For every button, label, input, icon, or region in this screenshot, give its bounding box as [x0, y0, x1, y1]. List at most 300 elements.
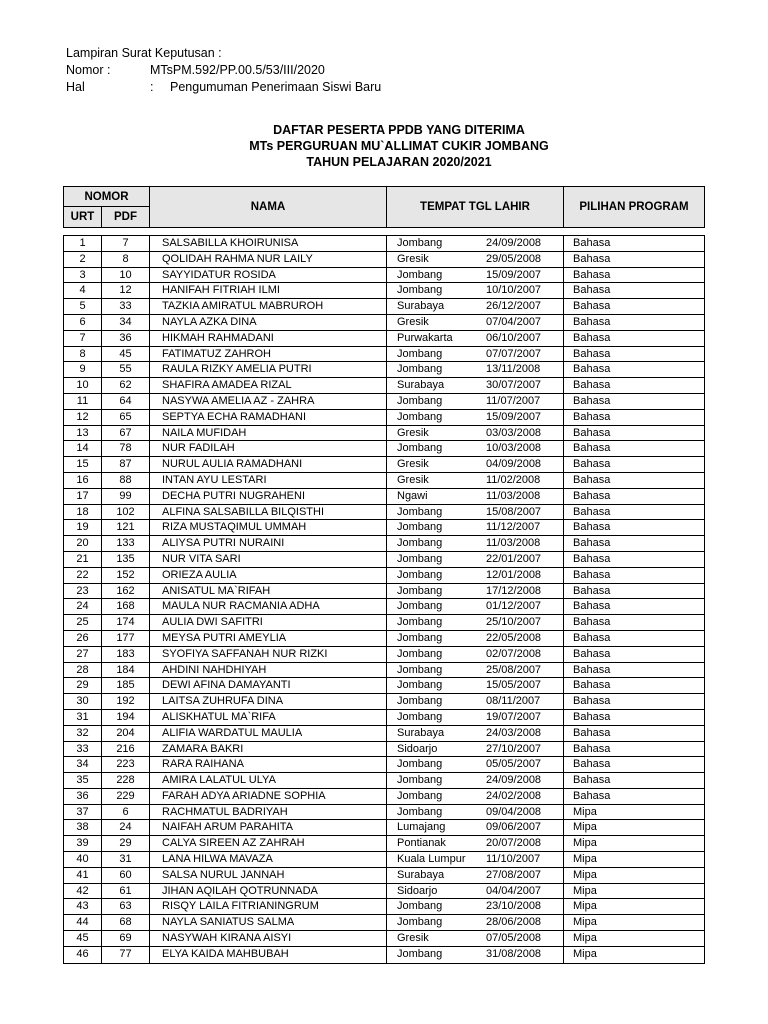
cell-tempat-tgl-lahir — [387, 773, 564, 788]
cell-urt: 35 — [64, 773, 102, 788]
cell-tempat-tgl-lahir — [387, 599, 564, 614]
cell-program: Bahasa — [573, 789, 611, 802]
cell-program: Bahasa — [573, 695, 611, 708]
cell-pdf: 121 — [102, 520, 150, 535]
cell-nama: AHDINI NAHDHIYAH — [150, 663, 387, 678]
cell-tempat: Surabaya — [397, 868, 445, 881]
table-header — [63, 186, 705, 228]
cell-nama: CALYA SIREEN AZ ZAHRAH — [150, 836, 387, 851]
title-line-3: TAHUN PELAJARAN 2020/2021 — [306, 155, 492, 169]
cell-urt: 1 — [64, 236, 102, 251]
cell-tempat-tgl-lahir — [387, 852, 564, 867]
cell-tempat-tgl-lahir — [387, 268, 564, 283]
cell-tgl-lahir: 04/09/2008 — [486, 458, 542, 471]
cell-tgl-lahir: 07/07/2007 — [486, 347, 542, 360]
cell-pdf: 67 — [102, 426, 150, 441]
table-row — [64, 631, 704, 647]
cell-pdf: 223 — [102, 757, 150, 772]
hal-line — [66, 79, 381, 96]
cell-nama: ZAMARA BAKRI — [150, 742, 387, 757]
cell-tempat: Jombang — [397, 758, 443, 771]
cell-nama: NAYLA SANIATUS SALMA — [150, 915, 387, 930]
cell-pdf: 88 — [102, 473, 150, 488]
cell-program: Bahasa — [573, 284, 611, 297]
table-row — [64, 599, 704, 615]
cell-tgl-lahir: 06/10/2007 — [486, 331, 542, 344]
cell-tempat-tgl-lahir — [387, 710, 564, 725]
cell-pdf: 55 — [102, 362, 150, 377]
cell-nama: RIZA MUSTAQIMUL UMMAH — [150, 520, 387, 535]
cell-program: Bahasa — [573, 568, 611, 581]
cell-nama: MEYSA PUTRI AMEYLIA — [150, 631, 387, 646]
cell-pdf: 6 — [102, 805, 150, 820]
cell-pdf: 87 — [102, 457, 150, 472]
cell-tempat-tgl-lahir — [387, 426, 564, 441]
cell-tempat-tgl-lahir — [387, 520, 564, 535]
cell-pdf: 34 — [102, 315, 150, 330]
cell-urt: 42 — [64, 884, 102, 899]
cell-tgl-lahir: 11/03/2008 — [486, 489, 541, 502]
table-row — [64, 899, 704, 915]
cell-tgl-lahir: 09/04/2008 — [486, 805, 542, 818]
cell-tempat-tgl-lahir — [387, 331, 564, 346]
cell-program: Bahasa — [573, 379, 611, 392]
cell-pdf: 69 — [102, 931, 150, 946]
cell-urt: 27 — [64, 647, 102, 662]
cell-pdf: 152 — [102, 568, 150, 583]
cell-tempat: Ngawi — [397, 489, 428, 502]
table-row — [64, 773, 704, 789]
cell-tempat: Jombang — [397, 237, 443, 249]
cell-tgl-lahir: 08/11/2007 — [486, 695, 541, 708]
cell-pdf: 192 — [102, 694, 150, 709]
cell-tgl-lahir: 24/09/2008 — [486, 774, 542, 787]
table-row — [64, 868, 704, 884]
cell-urt: 31 — [64, 710, 102, 725]
cell-tgl-lahir: 26/12/2007 — [486, 300, 542, 313]
table-row — [64, 552, 704, 568]
cell-urt: 8 — [64, 347, 102, 362]
cell-pdf: 194 — [102, 710, 150, 725]
table-row — [64, 678, 704, 694]
cell-tempat-tgl-lahir — [387, 505, 564, 520]
table-row — [64, 473, 704, 489]
cell-tempat-tgl-lahir — [387, 410, 564, 425]
cell-nama: ALIYSA PUTRI NURAINI — [150, 536, 387, 551]
table-row — [64, 789, 704, 805]
cell-urt: 45 — [64, 931, 102, 946]
cell-pdf: 45 — [102, 347, 150, 362]
cell-program: Bahasa — [573, 331, 611, 344]
cell-program: Bahasa — [573, 584, 611, 597]
cell-tempat: Jombang — [397, 774, 443, 787]
cell-nama: ALISKHATUL MA`RIFA — [150, 710, 387, 725]
cell-tempat: Surabaya — [397, 379, 445, 392]
cell-nama: RARA RAIHANA — [150, 757, 387, 772]
cell-tempat: Jombang — [397, 537, 443, 550]
cell-program: Bahasa — [573, 552, 611, 565]
cell-tempat: Jombang — [397, 505, 443, 518]
cell-urt: 13 — [64, 426, 102, 441]
cell-tempat-tgl-lahir — [387, 394, 564, 409]
cell-urt: 22 — [64, 568, 102, 583]
cell-urt: 28 — [64, 663, 102, 678]
cell-urt: 30 — [64, 694, 102, 709]
cell-pdf: 68 — [102, 915, 150, 930]
cell-tgl-lahir: 23/10/2008 — [486, 900, 542, 913]
cell-nama: HANIFAH FITRIAH ILMI — [150, 283, 387, 298]
cell-urt: 20 — [64, 536, 102, 551]
cell-tempat: Jombang — [397, 695, 443, 708]
cell-program: Mipa — [573, 853, 597, 866]
cell-nama: JIHAN AQILAH QOTRUNNADA — [150, 884, 387, 899]
cell-program: Mipa — [573, 868, 597, 881]
cell-tempat-tgl-lahir — [387, 899, 564, 914]
cell-tgl-lahir: 22/01/2007 — [486, 552, 542, 565]
table-row — [64, 820, 704, 836]
cell-pdf: 229 — [102, 789, 150, 804]
cell-program: Bahasa — [573, 252, 611, 265]
table-row — [64, 947, 704, 963]
cell-pdf: 99 — [102, 489, 150, 504]
cell-tempat-tgl-lahir — [387, 694, 564, 709]
cell-tempat: Jombang — [397, 679, 443, 692]
cell-pdf: 64 — [102, 394, 150, 409]
table-row — [64, 505, 704, 521]
cell-program: Bahasa — [573, 774, 611, 787]
cell-program: Bahasa — [573, 710, 611, 723]
cell-nama: SALSA NURUL JANNAH — [150, 868, 387, 883]
cell-urt: 33 — [64, 742, 102, 757]
cell-pdf: 36 — [102, 331, 150, 346]
cell-tempat-tgl-lahir — [387, 836, 564, 851]
cell-program: Bahasa — [573, 758, 611, 771]
cell-nama: HIKMAH RAHMADANI — [150, 331, 387, 346]
cell-tempat: Jombang — [397, 584, 443, 597]
cell-pdf: 174 — [102, 615, 150, 630]
cell-tempat: Jombang — [397, 647, 443, 660]
table-row — [64, 252, 704, 268]
cell-program: Mipa — [573, 837, 597, 850]
cell-program: Bahasa — [573, 537, 611, 550]
cell-tempat: Jombang — [397, 363, 443, 376]
cell-tempat: Sidoarjo — [397, 884, 438, 897]
cell-tempat-tgl-lahir — [387, 536, 564, 551]
table-row — [64, 568, 704, 584]
cell-pdf: 7 — [102, 236, 150, 251]
cell-tgl-lahir: 30/07/2007 — [486, 379, 542, 392]
cell-tgl-lahir: 10/03/2008 — [486, 442, 542, 455]
cell-urt: 37 — [64, 805, 102, 820]
cell-nama: ORIEZA AULIA — [150, 568, 387, 583]
lampiran-line — [66, 45, 381, 62]
cell-tempat: Sidoarjo — [397, 742, 438, 755]
cell-pdf: 184 — [102, 663, 150, 678]
table-row — [64, 584, 704, 600]
cell-program: Mipa — [573, 900, 597, 913]
cell-tgl-lahir: 12/01/2008 — [486, 568, 542, 581]
table-row — [64, 457, 704, 473]
cell-nama: RISQY LAILA FITRIANINGRUM — [150, 899, 387, 914]
cell-tempat-tgl-lahir — [387, 283, 564, 298]
cell-program: Bahasa — [573, 663, 611, 676]
cell-tempat: Jombang — [397, 347, 443, 360]
cell-nama: ALIFIA WARDATUL MAULIA — [150, 726, 387, 741]
cell-tempat: Jombang — [397, 631, 443, 644]
cell-urt: 40 — [64, 852, 102, 867]
cell-tempat: Jombang — [397, 600, 443, 613]
cell-tgl-lahir: 24/03/2008 — [486, 726, 542, 739]
cell-nama: RAULA RIZKY AMELIA PUTRI — [150, 362, 387, 377]
table-row — [64, 663, 704, 679]
cell-tempat: Jombang — [397, 947, 443, 960]
cell-tempat: Jombang — [397, 284, 443, 297]
cell-nama: DECHA PUTRI NUGRAHENI — [150, 489, 387, 504]
header-nomor: NOMOR — [64, 187, 150, 207]
cell-pdf: 177 — [102, 631, 150, 646]
cell-nama: INTAN AYU LESTARI — [150, 473, 387, 488]
cell-program: Bahasa — [573, 426, 611, 439]
cell-pdf: 29 — [102, 836, 150, 851]
cell-program: Bahasa — [573, 458, 611, 471]
table-row — [64, 757, 704, 773]
cell-tempat-tgl-lahir — [387, 315, 564, 330]
table-row — [64, 884, 704, 900]
cell-urt: 43 — [64, 899, 102, 914]
cell-urt: 2 — [64, 252, 102, 267]
cell-nama: ELYA KAIDA MAHBUBAH — [150, 947, 387, 963]
cell-tgl-lahir: 20/07/2008 — [486, 837, 542, 850]
cell-tempat-tgl-lahir — [387, 489, 564, 504]
cell-nama: NURUL AULIA RAMADHANI — [150, 457, 387, 472]
cell-urt: 6 — [64, 315, 102, 330]
cell-nama: SEPTYA ECHA RAMADHANI — [150, 410, 387, 425]
cell-pdf: 133 — [102, 536, 150, 551]
table-row — [64, 805, 704, 821]
cell-tempat: Purwakarta — [397, 331, 453, 344]
cell-tempat-tgl-lahir — [387, 947, 564, 963]
table-row — [64, 394, 704, 410]
cell-tgl-lahir: 07/04/2007 — [486, 315, 542, 328]
table-row — [64, 915, 704, 931]
cell-nama: NUR VITA SARI — [150, 552, 387, 567]
header-pilihan-program: PILIHAN PROGRAM — [579, 201, 689, 213]
nomor-value: MTsPM.592/PP.00.5/53/III/2020 — [150, 63, 325, 77]
cell-urt: 10 — [64, 378, 102, 393]
table-row — [64, 536, 704, 552]
cell-program: Bahasa — [573, 521, 611, 534]
cell-tgl-lahir: 15/09/2007 — [486, 268, 542, 281]
cell-pdf: 60 — [102, 868, 150, 883]
cell-tempat-tgl-lahir — [387, 615, 564, 630]
cell-pdf: 183 — [102, 647, 150, 662]
table-row — [64, 362, 704, 378]
cell-urt: 34 — [64, 757, 102, 772]
cell-nama: SALSABILLA KHOIRUNISA — [150, 236, 387, 251]
cell-urt: 46 — [64, 947, 102, 963]
cell-nama: MAULA NUR RACMANIA ADHA — [150, 599, 387, 614]
cell-pdf: 31 — [102, 852, 150, 867]
cell-program: Bahasa — [573, 647, 611, 660]
cell-tempat-tgl-lahir — [387, 252, 564, 267]
document-title — [0, 122, 768, 170]
cell-pdf: 61 — [102, 884, 150, 899]
cell-tempat: Jombang — [397, 616, 443, 629]
cell-tgl-lahir: 27/10/2007 — [486, 742, 542, 755]
table-row — [64, 742, 704, 758]
cell-pdf: 10 — [102, 268, 150, 283]
cell-tempat: Gresik — [397, 932, 429, 945]
cell-program: Bahasa — [573, 300, 611, 313]
cell-tempat-tgl-lahir — [387, 726, 564, 741]
cell-tempat: Jombang — [397, 521, 443, 534]
cell-program: Bahasa — [573, 473, 611, 486]
cell-tempat-tgl-lahir — [387, 473, 564, 488]
cell-nama: ALFINA SALSABILLA BILQISTHI — [150, 505, 387, 520]
cell-urt: 26 — [64, 631, 102, 646]
cell-nama: DEWI AFINA DAMAYANTI — [150, 678, 387, 693]
cell-tempat-tgl-lahir — [387, 742, 564, 757]
cell-program: Bahasa — [573, 442, 611, 455]
cell-pdf: 77 — [102, 947, 150, 963]
cell-tempat: Surabaya — [397, 300, 445, 313]
cell-pdf: 63 — [102, 899, 150, 914]
table-row — [64, 268, 704, 284]
table-row — [64, 441, 704, 457]
table-row — [64, 615, 704, 631]
cell-urt: 12 — [64, 410, 102, 425]
cell-tgl-lahir: 11/07/2007 — [486, 394, 541, 407]
cell-tgl-lahir: 03/03/2008 — [486, 426, 542, 439]
table-row — [64, 489, 704, 505]
cell-tempat-tgl-lahir — [387, 347, 564, 362]
cell-nama: NASYWAH KIRANA AISYI — [150, 931, 387, 946]
cell-program: Bahasa — [573, 347, 611, 360]
hal-colon: : — [150, 80, 154, 94]
table-row — [64, 283, 704, 299]
table-row — [64, 710, 704, 726]
cell-urt: 32 — [64, 726, 102, 741]
cell-tempat: Gresik — [397, 426, 429, 439]
cell-pdf: 216 — [102, 742, 150, 757]
cell-tempat: Jombang — [397, 394, 443, 407]
cell-nama: NAYLA AZKA DINA — [150, 315, 387, 330]
cell-tgl-lahir: 11/03/2008 — [486, 537, 541, 550]
cell-tgl-lahir: 29/05/2008 — [486, 252, 542, 265]
cell-pdf: 62 — [102, 378, 150, 393]
header-urt: URT — [64, 207, 102, 227]
cell-program: Bahasa — [573, 679, 611, 692]
cell-nama: ANISATUL MA`RIFAH — [150, 584, 387, 599]
cell-tempat-tgl-lahir — [387, 647, 564, 662]
cell-tempat: Jombang — [397, 568, 443, 581]
cell-pdf: 185 — [102, 678, 150, 693]
table-row — [64, 647, 704, 663]
cell-tempat-tgl-lahir — [387, 552, 564, 567]
cell-program: Bahasa — [573, 726, 611, 739]
cell-pdf: 24 — [102, 820, 150, 835]
cell-program: Bahasa — [573, 600, 611, 613]
cell-pdf: 228 — [102, 773, 150, 788]
cell-urt: 15 — [64, 457, 102, 472]
cell-pdf: 65 — [102, 410, 150, 425]
cell-nama: AMIRA LALATUL ULYA — [150, 773, 387, 788]
cell-tempat-tgl-lahir — [387, 584, 564, 599]
cell-tempat: Jombang — [397, 268, 443, 281]
cell-pdf: 8 — [102, 252, 150, 267]
cell-nama: LAITSA ZUHRUFA DINA — [150, 694, 387, 709]
cell-nama: AULIA DWI SAFITRI — [150, 615, 387, 630]
header-pdf: PDF — [102, 207, 150, 227]
header-nama: NAMA — [150, 187, 387, 227]
cell-tempat: Pontianak — [397, 837, 446, 850]
cell-tempat-tgl-lahir — [387, 868, 564, 883]
title-line-1: DAFTAR PESERTA PPDB YANG DITERIMA — [273, 123, 525, 137]
table-row — [64, 931, 704, 947]
cell-tempat-tgl-lahir — [387, 678, 564, 693]
cell-urt: 18 — [64, 505, 102, 520]
cell-tgl-lahir: 25/08/2007 — [486, 663, 542, 676]
cell-tempat: Kuala Lumpur — [397, 853, 466, 866]
table-row — [64, 315, 704, 331]
cell-program: Bahasa — [573, 489, 611, 502]
cell-tgl-lahir: 19/07/2007 — [486, 710, 542, 723]
cell-program: Bahasa — [573, 410, 611, 423]
table-row — [64, 299, 704, 315]
cell-program: Mipa — [573, 916, 597, 929]
cell-tgl-lahir: 28/06/2008 — [486, 916, 542, 929]
title-line-2: MTs PERGURUAN MU`ALLIMAT CUKIR JOMBANG — [249, 139, 549, 153]
cell-tgl-lahir: 17/12/2008 — [486, 584, 542, 597]
cell-urt: 24 — [64, 599, 102, 614]
cell-tgl-lahir: 13/11/2008 — [486, 363, 541, 376]
table-row — [64, 236, 704, 252]
cell-tgl-lahir: 15/05/2007 — [486, 679, 542, 692]
cell-nama: NAILA MUFIDAH — [150, 426, 387, 441]
cell-tempat-tgl-lahir — [387, 757, 564, 772]
cell-urt: 39 — [64, 836, 102, 851]
cell-tgl-lahir: 11/12/2007 — [486, 521, 541, 534]
cell-urt: 17 — [64, 489, 102, 504]
cell-tgl-lahir: 11/10/2007 — [486, 853, 541, 866]
cell-nama: SHAFIRA AMADEA RIZAL — [150, 378, 387, 393]
cell-tgl-lahir: 15/09/2007 — [486, 410, 542, 423]
cell-tempat-tgl-lahir — [387, 362, 564, 377]
cell-pdf: 102 — [102, 505, 150, 520]
cell-program: Mipa — [573, 947, 597, 960]
cell-urt: 11 — [64, 394, 102, 409]
cell-nama: NASYWA AMELIA AZ - ZAHRA — [150, 394, 387, 409]
cell-nama: TAZKIA AMIRATUL MABRUROH — [150, 299, 387, 314]
cell-urt: 36 — [64, 789, 102, 804]
cell-tempat-tgl-lahir — [387, 805, 564, 820]
cell-tgl-lahir: 05/05/2007 — [486, 758, 542, 771]
table-row — [64, 836, 704, 852]
cell-pdf: 135 — [102, 552, 150, 567]
table-row — [64, 347, 704, 363]
cell-tempat: Jombang — [397, 663, 443, 676]
cell-pdf: 33 — [102, 299, 150, 314]
cell-pdf: 204 — [102, 726, 150, 741]
cell-tempat-tgl-lahir — [387, 568, 564, 583]
cell-program: Bahasa — [573, 631, 611, 644]
hal-label: Hal — [66, 80, 85, 94]
cell-program: Mipa — [573, 805, 597, 818]
cell-tempat-tgl-lahir — [387, 378, 564, 393]
cell-pdf: 168 — [102, 599, 150, 614]
cell-urt: 14 — [64, 441, 102, 456]
cell-tempat: Jombang — [397, 900, 443, 913]
